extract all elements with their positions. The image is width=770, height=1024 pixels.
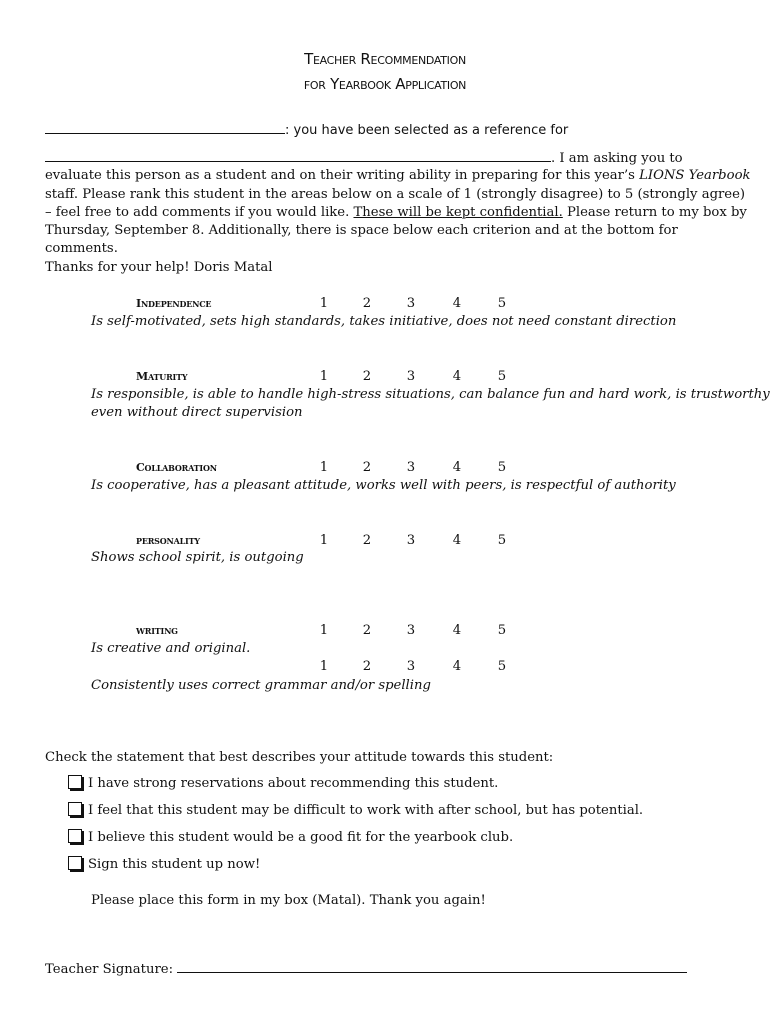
- rating-option[interactable]: 3: [406, 296, 416, 311]
- rating-option[interactable]: 3: [406, 369, 416, 384]
- criterion-description: Is cooperative, has a pleasant attitude, works well with peers, is respectful of authority: [91, 478, 676, 493]
- rating-option[interactable]: 3: [406, 659, 416, 674]
- intro-line1: [45, 121, 568, 140]
- attitude-option[interactable]: [68, 802, 643, 820]
- signature-blank[interactable]: [177, 960, 687, 973]
- criterion-description: Is creative and original.: [91, 641, 251, 656]
- rating-option[interactable]: 1: [319, 296, 329, 311]
- intro-line2-text: . I am asking you to: [551, 151, 683, 166]
- intro-line1-text: : you have been selected as a reference for: [285, 123, 569, 138]
- attitude-prompt: Check the statement that best describes your attitude towards this student:: [45, 750, 554, 765]
- intro-line5: [45, 204, 747, 222]
- rating-option[interactable]: 1: [319, 659, 329, 674]
- rating-option[interactable]: 2: [362, 460, 372, 475]
- checkbox[interactable]: [68, 775, 82, 789]
- rating-option[interactable]: 2: [362, 623, 372, 638]
- attitude-option[interactable]: [68, 775, 498, 793]
- rating-option[interactable]: 3: [406, 460, 416, 475]
- intro-line3: [45, 167, 751, 185]
- reference-for-blank[interactable]: [45, 149, 551, 162]
- rating-option[interactable]: 5: [497, 296, 507, 311]
- attitude-option-label: I have strong reservations about recommending this student.: [88, 776, 499, 791]
- intro-line2: [45, 149, 683, 168]
- form-title-line2: for Yearbook Application: [303, 75, 467, 93]
- rating-option[interactable]: 2: [362, 369, 372, 384]
- rating-option[interactable]: 4: [452, 623, 462, 638]
- criterion-name: Collaboration: [136, 461, 217, 474]
- attitude-option[interactable]: [68, 856, 260, 874]
- signature-label: Teacher Signature:: [45, 962, 178, 977]
- rating-option[interactable]: 5: [497, 460, 507, 475]
- rating-option[interactable]: 1: [319, 460, 329, 475]
- checkbox[interactable]: [68, 856, 82, 870]
- criterion-description: Consistently uses correct grammar and/or spelling: [91, 678, 431, 693]
- intro-line8: Thanks for your help! Doris Matal: [45, 260, 273, 275]
- intro-line3-italic: LIONS Yearbook: [639, 168, 751, 183]
- checkbox[interactable]: [68, 802, 82, 816]
- intro-line6: Thursday, September 8. Additionally, there is space below each criterion and at the bottom for: [45, 223, 678, 238]
- rating-option[interactable]: 5: [497, 623, 507, 638]
- rating-option[interactable]: 5: [497, 659, 507, 674]
- criterion-description: Shows school spirit, is outgoing: [91, 550, 304, 565]
- confidential-notice: These will be kept confidential.: [353, 205, 563, 220]
- rating-option[interactable]: 4: [452, 533, 462, 548]
- attitude-option-label: Sign this student up now!: [88, 857, 261, 872]
- criterion-name: personality: [136, 534, 200, 547]
- rating-option[interactable]: 4: [452, 369, 462, 384]
- rating-option[interactable]: 1: [319, 369, 329, 384]
- criterion-description: Is self-motivated, sets high standards, takes initiative, does not need constant direction: [91, 314, 677, 329]
- rating-option[interactable]: 2: [362, 533, 372, 548]
- rating-option[interactable]: 4: [452, 659, 462, 674]
- attitude-option-label: I believe this student would be a good fit for the yearbook club.: [88, 830, 514, 845]
- form-title-line1: Teacher Recommendation: [304, 50, 466, 68]
- rating-option[interactable]: 3: [406, 623, 416, 638]
- criterion-name: Independence: [136, 297, 212, 310]
- intro-line4: staff. Please rank this student in the areas below on a scale of 1 (strongly disagree) to 5 (strongly agree): [45, 187, 746, 202]
- intro-line3-text: evaluate this person as a student and on their writing ability in preparing for this year’s: [45, 168, 640, 183]
- rating-option[interactable]: 2: [362, 659, 372, 674]
- intro-line5-text: – feel free to add comments if you would like.: [45, 205, 354, 220]
- rating-option[interactable]: 4: [452, 460, 462, 475]
- rating-option[interactable]: 2: [362, 296, 372, 311]
- student-name-blank[interactable]: [45, 121, 285, 134]
- intro-line7: comments.: [45, 241, 118, 256]
- rating-option[interactable]: 5: [497, 369, 507, 384]
- rating-option[interactable]: 5: [497, 533, 507, 548]
- rating-option[interactable]: 3: [406, 533, 416, 548]
- checkbox[interactable]: [68, 829, 82, 843]
- signature-row: [45, 960, 687, 979]
- rating-option[interactable]: 4: [452, 296, 462, 311]
- criterion-name: writing: [136, 624, 178, 637]
- attitude-option-label: I feel that this student may be difficult to work with after school, but has potential.: [88, 803, 644, 818]
- criterion-description: Is responsible, is able to handle high-stress situations, can balance fun and hard work, is trustworthy: [91, 387, 770, 402]
- intro-line5-post: Please return to my box by: [562, 205, 747, 220]
- rating-option[interactable]: 1: [319, 623, 329, 638]
- rating-option[interactable]: 1: [319, 533, 329, 548]
- criterion-name: Maturity: [136, 370, 188, 383]
- closing-note: Please place this form in my box (Matal). Thank you again!: [91, 893, 486, 908]
- criterion-description-cont: even without direct supervision: [91, 405, 303, 420]
- attitude-option[interactable]: [68, 829, 513, 847]
